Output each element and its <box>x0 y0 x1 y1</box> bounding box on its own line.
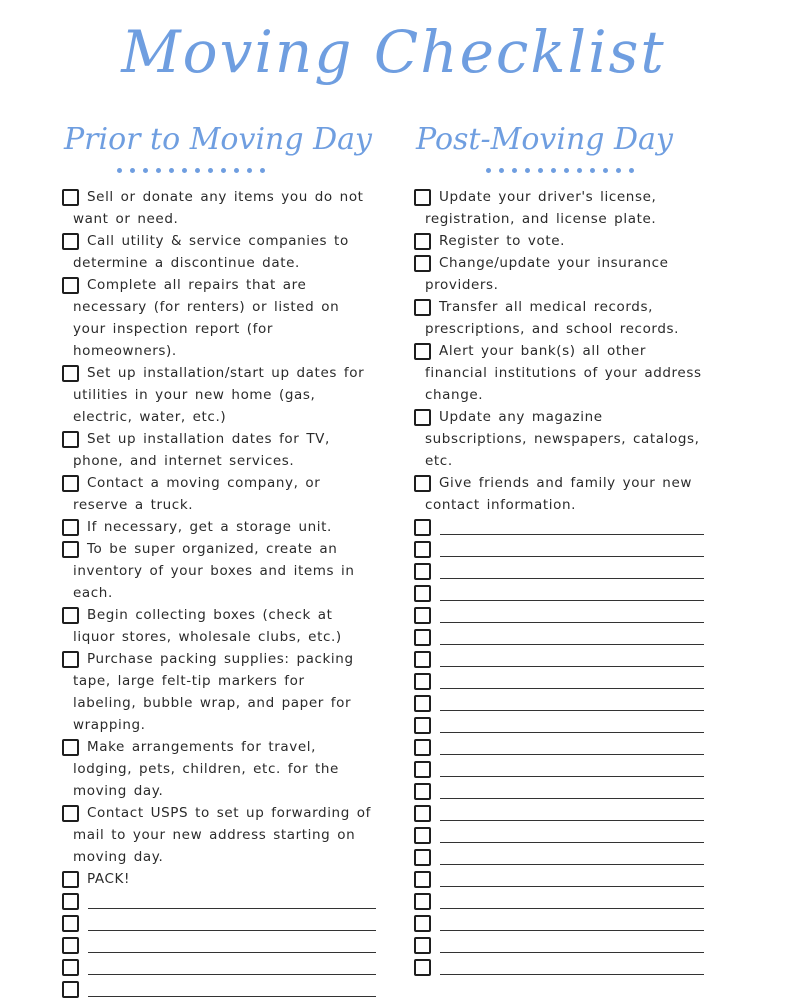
divider-dot <box>169 168 174 173</box>
prior-dot-divider <box>62 162 372 178</box>
blank-checklist-row <box>62 934 372 956</box>
checklist-item <box>414 186 704 230</box>
write-in-line[interactable] <box>88 952 376 953</box>
checkbox[interactable] <box>414 563 431 580</box>
checkbox[interactable] <box>414 739 431 756</box>
divider-dot <box>117 168 122 173</box>
checkbox[interactable] <box>414 607 431 624</box>
checklist-item-label: Set up installation dates for TV, phone, and internet services. <box>73 431 330 469</box>
write-in-line[interactable] <box>440 842 704 843</box>
checkbox[interactable] <box>62 937 79 954</box>
blank-checklist-row <box>414 516 704 538</box>
checklist-item-label: Give friends and family your new contact information. <box>425 475 693 513</box>
checklist-item <box>414 340 704 406</box>
blank-checklist-row <box>414 758 704 780</box>
checkbox[interactable] <box>62 519 79 536</box>
checklist-item-label: Register to vote. <box>439 233 566 249</box>
blank-checklist-row <box>414 802 704 824</box>
checklist-item <box>62 736 372 802</box>
divider-dot <box>512 168 517 173</box>
checkbox[interactable] <box>414 585 431 602</box>
checklist-item-label: Update your driver's license, registration, and license plate. <box>425 189 657 227</box>
blank-checklist-row <box>414 780 704 802</box>
write-in-line[interactable] <box>440 578 704 579</box>
checklist-item <box>62 274 372 362</box>
write-in-line[interactable] <box>88 996 376 997</box>
write-in-line[interactable] <box>440 798 704 799</box>
divider-dot <box>486 168 491 173</box>
blank-checklist-row <box>414 714 704 736</box>
blank-checklist-row <box>414 956 704 978</box>
checkbox[interactable] <box>62 431 79 448</box>
blank-checklist-row <box>414 890 704 912</box>
write-in-line[interactable] <box>440 688 704 689</box>
checkbox[interactable] <box>414 871 431 888</box>
checkbox[interactable] <box>414 937 431 954</box>
write-in-line[interactable] <box>88 974 376 975</box>
checklist-item-label: If necessary, get a storage unit. <box>87 519 332 535</box>
checkbox[interactable] <box>414 717 431 734</box>
checkbox[interactable] <box>62 871 79 888</box>
write-in-line[interactable] <box>440 952 704 953</box>
divider-dot <box>221 168 226 173</box>
blank-checklist-row <box>414 868 704 890</box>
divider-dot <box>234 168 239 173</box>
checklist-item <box>62 868 372 890</box>
blank-checklist-row <box>62 890 372 912</box>
divider-dot <box>616 168 621 173</box>
checkbox[interactable] <box>62 739 79 756</box>
checklist-item <box>62 362 372 428</box>
prior-item-list <box>62 186 372 1000</box>
write-in-line[interactable] <box>440 644 704 645</box>
blank-checklist-row <box>414 846 704 868</box>
checklist-item-label: Sell or donate any items you do not want or need. <box>73 189 364 227</box>
checklist-item-label: Contact a moving company, or reserve a truck. <box>73 475 321 513</box>
divider-dot <box>525 168 530 173</box>
checklist-item <box>62 802 372 868</box>
divider-dot <box>156 168 161 173</box>
post-heading: Post-Moving Day <box>416 122 673 157</box>
blank-checklist-row <box>414 692 704 714</box>
checklist-item <box>62 538 372 604</box>
write-in-line[interactable] <box>440 974 704 975</box>
post-dot-divider <box>414 162 704 178</box>
checklist-item <box>62 230 372 274</box>
checklist-item <box>414 252 704 296</box>
blank-checklist-row <box>62 956 372 978</box>
checkbox[interactable] <box>62 607 79 624</box>
checklist-item-label: Change/update your insurance providers. <box>425 255 669 293</box>
divider-dot <box>551 168 556 173</box>
checkbox[interactable] <box>414 409 431 426</box>
checkbox[interactable] <box>414 695 431 712</box>
divider-dot <box>629 168 634 173</box>
checkbox[interactable] <box>414 827 431 844</box>
prior-column <box>62 118 372 1000</box>
checklist-item-label: To be super organized, create an inventory of your boxes and items in each. <box>73 541 355 601</box>
checkbox[interactable] <box>62 233 79 250</box>
checklist-item <box>62 516 372 538</box>
write-in-line[interactable] <box>440 930 704 931</box>
blank-checklist-row <box>414 538 704 560</box>
checklist-item <box>414 230 704 252</box>
checkbox[interactable] <box>414 651 431 668</box>
checklist-item-label: Complete all repairs that are necessary (for renters) or listed on your inspection report (for homeowners). <box>73 277 340 359</box>
divider-dot <box>590 168 595 173</box>
checkbox[interactable] <box>414 255 431 272</box>
write-in-line[interactable] <box>440 864 704 865</box>
write-in-line[interactable] <box>440 600 704 601</box>
divider-dot <box>130 168 135 173</box>
checkbox[interactable] <box>414 519 431 536</box>
divider-dot <box>195 168 200 173</box>
write-in-line[interactable] <box>440 820 704 821</box>
divider-dot <box>499 168 504 173</box>
checkbox[interactable] <box>414 783 431 800</box>
write-in-line[interactable] <box>440 710 704 711</box>
divider-dot <box>260 168 265 173</box>
prior-heading: Prior to Moving Day <box>64 122 372 157</box>
checkbox[interactable] <box>414 475 431 492</box>
checkbox[interactable] <box>414 915 431 932</box>
checkbox[interactable] <box>62 277 79 294</box>
checklist-item-label: Make arrangements for travel, lodging, pets, children, etc. for the moving day. <box>73 739 339 799</box>
write-in-line[interactable] <box>88 908 376 909</box>
blank-checklist-row <box>414 912 704 934</box>
page-title: Moving Checklist <box>121 18 666 86</box>
checklist-item-label: Call utility & service companies to determine a discontinue date. <box>73 233 349 271</box>
checklist-item <box>62 648 372 736</box>
post-item-list <box>414 186 704 978</box>
checklist-item-label: Purchase packing supplies: packing tape, large felt-tip markers for labeling, bubble wrap, and paper for wrapping. <box>73 651 354 733</box>
write-in-line[interactable] <box>440 886 704 887</box>
write-in-line[interactable] <box>440 666 704 667</box>
divider-dot <box>538 168 543 173</box>
checkbox[interactable] <box>62 541 79 558</box>
divider-dot <box>182 168 187 173</box>
checkbox[interactable] <box>414 893 431 910</box>
checkbox[interactable] <box>62 651 79 668</box>
checkbox[interactable] <box>414 673 431 690</box>
checklist-item <box>62 604 372 648</box>
blank-checklist-row <box>414 648 704 670</box>
blank-checklist-row <box>414 604 704 626</box>
blank-checklist-row <box>414 934 704 956</box>
checkbox[interactable] <box>414 299 431 316</box>
checklist-item-label: PACK! <box>87 871 130 887</box>
checkbox[interactable] <box>414 629 431 646</box>
checklist-item <box>62 186 372 230</box>
blank-checklist-row <box>414 560 704 582</box>
divider-dot <box>603 168 608 173</box>
write-in-line[interactable] <box>440 908 704 909</box>
blank-checklist-row <box>414 582 704 604</box>
blank-checklist-row <box>414 670 704 692</box>
checklist-item <box>414 296 704 340</box>
blank-checklist-row <box>414 626 704 648</box>
checklist-item <box>414 406 704 472</box>
checkbox[interactable] <box>414 343 431 360</box>
checkbox[interactable] <box>414 233 431 250</box>
write-in-line[interactable] <box>440 556 704 557</box>
checklist-item <box>62 428 372 472</box>
checklist-item <box>414 472 704 516</box>
checklist-item-label: Alert your bank(s) all other financial institutions of your address change. <box>425 343 702 403</box>
checkbox[interactable] <box>62 915 79 932</box>
checkbox[interactable] <box>62 981 79 998</box>
checkbox[interactable] <box>62 365 79 382</box>
checkbox[interactable] <box>414 849 431 866</box>
checklist-item-label: Begin collecting boxes (check at liquor stores, wholesale clubs, etc.) <box>73 607 342 645</box>
checkbox[interactable] <box>414 541 431 558</box>
checklist-item-label: Set up installation/start up dates for utilities in your new home (gas, electric, water, etc.) <box>73 365 365 425</box>
blank-checklist-row <box>62 978 372 1000</box>
checkbox[interactable] <box>414 805 431 822</box>
post-column <box>414 118 704 978</box>
checkbox[interactable] <box>62 959 79 976</box>
checklist-item-label: Contact USPS to set up forwarding of mail to your new address starting on moving day. <box>73 805 371 865</box>
divider-dot <box>208 168 213 173</box>
checkbox[interactable] <box>414 959 431 976</box>
blank-checklist-row <box>414 736 704 758</box>
write-in-line[interactable] <box>440 754 704 755</box>
write-in-line[interactable] <box>440 732 704 733</box>
checklist-item-label: Transfer all medical records, prescriptions, and school records. <box>425 299 680 337</box>
write-in-line[interactable] <box>440 776 704 777</box>
checklist-item <box>62 472 372 516</box>
checkbox[interactable] <box>414 761 431 778</box>
checkbox[interactable] <box>62 805 79 822</box>
blank-checklist-row <box>62 912 372 934</box>
checklist-item-label: Update any magazine subscriptions, newspapers, catalogs, etc. <box>425 409 700 469</box>
write-in-line[interactable] <box>440 534 704 535</box>
divider-dot <box>564 168 569 173</box>
divider-dot <box>577 168 582 173</box>
divider-dot <box>247 168 252 173</box>
blank-checklist-row <box>414 824 704 846</box>
write-in-line[interactable] <box>440 622 704 623</box>
checkbox[interactable] <box>62 189 79 206</box>
divider-dot <box>143 168 148 173</box>
checkbox[interactable] <box>414 189 431 206</box>
checkbox[interactable] <box>62 893 79 910</box>
checkbox[interactable] <box>62 475 79 492</box>
write-in-line[interactable] <box>88 930 376 931</box>
